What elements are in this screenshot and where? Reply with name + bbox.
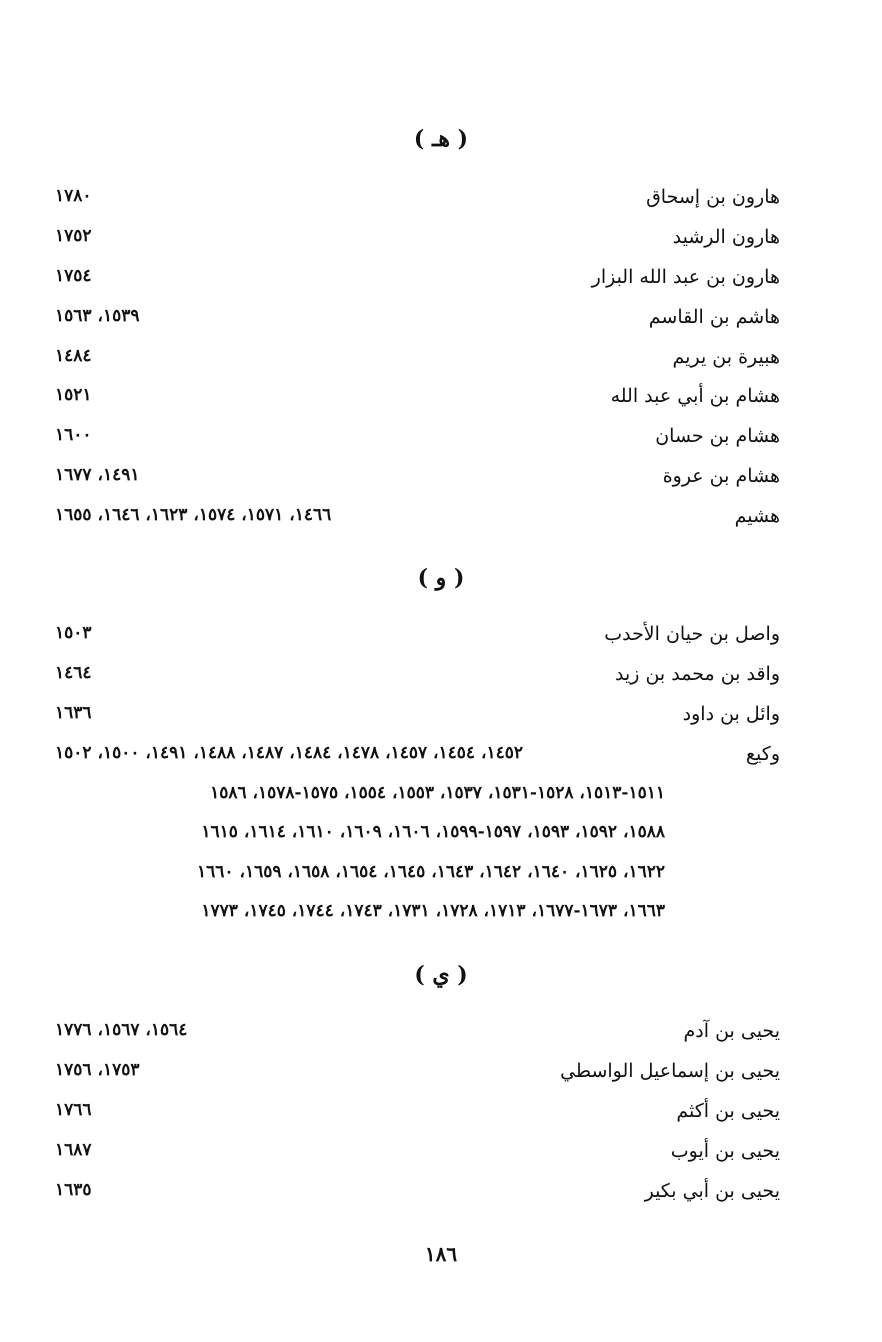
index-entry: [55, 505, 780, 539]
index-entry: [55, 226, 780, 260]
index-entry: [55, 703, 780, 737]
entry-name: واقد بن محمد بن زيد: [614, 663, 780, 685]
entry-refs-continuation: ١٦٦٣، ١٦٧٣-١٦٧٧، ١٧١٣، ١٧٢٨، ١٧٣١، ١٧٤٣، ١٧٤٤، ١٧٤٥، ١٧٧٣: [201, 901, 665, 921]
index-entry: [55, 1100, 780, 1134]
entry-refs: ١٥٦٤، ١٥٦٧، ١٧٧٦: [55, 1020, 188, 1040]
index-entry: [55, 186, 780, 220]
entry-refs: ١٦٨٧: [55, 1140, 92, 1160]
entry-name: يحيى بن آدم: [683, 1020, 780, 1042]
entry-refs: ١٦٣٥: [55, 1180, 92, 1200]
entry-name: هبيرة بن يريم: [672, 346, 780, 368]
index-entry: [55, 266, 780, 300]
entry-name: يحيى بن إسماعيل الواسطي: [560, 1060, 780, 1082]
entry-name: هشيم: [734, 505, 780, 527]
index-entry: [55, 306, 780, 340]
entry-refs: ١٤٦٦، ١٥٧١، ١٥٧٤، ١٦٢٣، ١٦٤٦، ١٦٥٥: [55, 505, 332, 525]
index-entry-waki: [55, 743, 780, 777]
index-entry: [55, 1060, 780, 1094]
index-entry: [55, 385, 780, 419]
index-entry: [55, 465, 780, 499]
page-number: ١٨٦: [424, 1242, 458, 1266]
entry-name: هارون بن إسحاق: [646, 186, 780, 208]
section-heading-waw: ( و ): [417, 565, 465, 591]
entry-name: هشام بن أبي عبد الله: [610, 385, 780, 407]
entry-name: هشام بن حسان: [655, 425, 780, 447]
index-entry: [55, 1020, 780, 1054]
index-entry: [55, 346, 780, 380]
entry-refs: ١٤٨٤: [55, 346, 92, 366]
entry-name: يحيى بن أبي بكير: [644, 1180, 780, 1202]
entry-refs: ١٧٦٦: [55, 1100, 92, 1120]
section-heading-ha: ( هـ ): [413, 126, 469, 152]
entry-name: هارون بن عبد الله البزار: [591, 266, 780, 288]
entry-refs: ١٥٢١: [55, 385, 92, 405]
entry-refs: ١٥٣٩، ١٥٦٣: [55, 306, 140, 326]
entry-name: يحيى بن أيوب: [670, 1140, 780, 1162]
entry-refs: ١٤٩١، ١٦٧٧: [55, 465, 140, 485]
entry-refs-continuation: ١٥١١-١٥١٣، ١٥٢٨-١٥٣١، ١٥٣٧، ١٥٥٣، ١٥٥٤، ١٥٧٥-١٥٧٨، ١٥٨٦: [210, 783, 665, 803]
index-entry: [55, 1180, 780, 1214]
entry-refs: ١٧٥٤: [55, 266, 92, 286]
entry-refs: ١٦٣٦: [55, 703, 92, 723]
entry-refs: ١٧٥٢: [55, 226, 92, 246]
entry-name: هارون الرشيد: [672, 226, 780, 248]
index-entry: [55, 623, 780, 657]
entry-refs-continuation: ١٥٨٨، ١٥٩٢، ١٥٩٣، ١٥٩٧-١٥٩٩، ١٦٠٦، ١٦٠٩، ١٦١٠، ١٦١٤، ١٦١٥: [201, 822, 665, 842]
entry-refs-continuation: ١٦٢٢، ١٦٢٥، ١٦٤٠، ١٦٤٢، ١٦٤٣، ١٦٤٥، ١٦٥٤، ١٦٥٨، ١٦٥٩، ١٦٦٠: [197, 862, 665, 882]
index-entry: [55, 663, 780, 697]
entry-name: واصل بن حيان الأحدب: [604, 623, 780, 645]
section-heading-ya: ( ي ): [414, 962, 468, 988]
entry-refs: ١٧٨٠: [55, 186, 92, 206]
entry-refs: ١٦٠٠: [55, 425, 92, 445]
index-entry: [55, 425, 780, 459]
entry-name: وائل بن داود: [682, 703, 780, 725]
entry-name: هاشم بن القاسم: [648, 306, 780, 328]
entry-refs: ١٥٠٣: [55, 623, 92, 643]
entry-refs: ١٧٥٣، ١٧٥٦: [55, 1060, 140, 1080]
entry-refs: ١٤٥٢، ١٤٥٤، ١٤٥٧، ١٤٧٨، ١٤٨٤، ١٤٨٧، ١٤٨٨، ١٤٩١، ١٥٠٠، ١٥٠٢: [55, 743, 523, 763]
index-entry: [55, 1140, 780, 1174]
entry-name: يحيى بن أكثم: [676, 1100, 780, 1122]
entry-refs: ١٤٦٤: [55, 663, 92, 683]
entry-name: هشام بن عروة: [662, 465, 780, 487]
entry-name: وكيع: [745, 743, 780, 765]
